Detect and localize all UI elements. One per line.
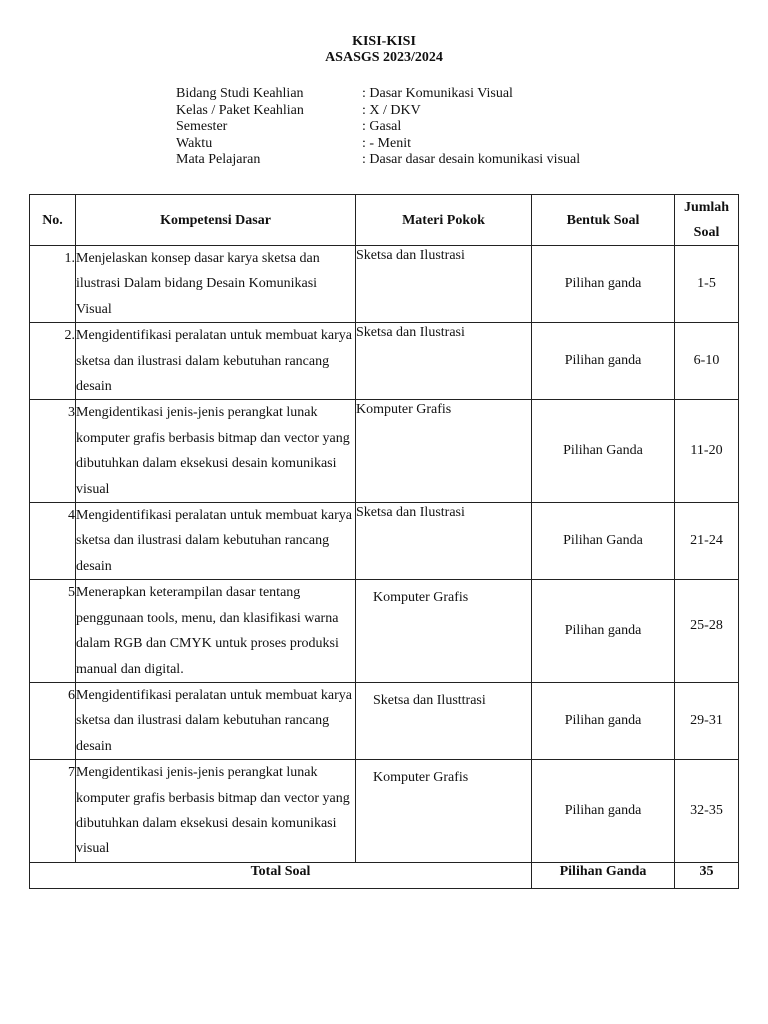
cell-jumlah: 25-28 — [675, 580, 739, 683]
meta-value: : Dasar dasar desain komunikasi visual — [362, 152, 581, 167]
meta-value: : Gasal — [362, 119, 402, 134]
cell-jumlah: 6-10 — [675, 323, 739, 400]
cell-bentuk: Pilihan ganda — [532, 246, 675, 323]
cell-no: 1. — [30, 246, 76, 323]
cell-kompetensi: Menjelaskan konsep dasar karya sketsa dan ilustrasi Dalam bidang Desain Komunikasi Visual — [76, 246, 356, 323]
cell-bentuk: Pilihan ganda — [532, 323, 675, 400]
cell-bentuk: Pilihan ganda — [532, 580, 675, 683]
cell-materi: Sketsa dan Ilusttrasi — [356, 682, 532, 759]
table-row — [30, 323, 739, 400]
cell-materi: Sketsa dan Ilustrasi — [356, 503, 532, 580]
cell-materi: Sketsa dan Ilustrasi — [356, 323, 532, 400]
header-bentuk: Bentuk Soal — [532, 195, 675, 246]
cell-bentuk: Pilihan Ganda — [532, 400, 675, 503]
kisi-kisi-table — [29, 194, 739, 889]
cell-materi: Sketsa dan Ilustrasi — [356, 246, 532, 323]
document-header — [0, 34, 768, 66]
meta-value: : - Menit — [362, 135, 411, 151]
table-row — [30, 580, 739, 683]
cell-kompetensi: Mengidentikasi jenis-jenis perangkat lunak komputer grafis berbasis bitmap dan vector yang dibutuhkan dalam eksekusi desain komunikasi visual — [76, 400, 356, 503]
meta-row — [176, 119, 580, 136]
meta-row — [176, 103, 580, 120]
meta-row — [176, 86, 580, 103]
header-jumlah-line1: Jumlah — [683, 200, 730, 215]
meta-label: Semester — [176, 119, 228, 134]
cell-jumlah: 21-24 — [675, 503, 739, 580]
meta-label: Kelas / Paket Keahlian — [176, 102, 304, 118]
total-label: Total Soal — [30, 862, 532, 888]
meta-row — [176, 136, 580, 153]
cell-kompetensi: Mengidentikasi jenis-jenis perangkat lunak komputer grafis berbasis bitmap dan vector yang dibutuhkan dalam eksekusi desain komunikasi visual — [76, 760, 356, 863]
cell-kompetensi: Mengidentifikasi peralatan untuk membuat karya sketsa dan ilustrasi dalam kebutuhan rancang desain — [76, 682, 356, 759]
cell-no: 6 — [30, 682, 76, 759]
cell-no: 2. — [30, 323, 76, 400]
meta-value: : Dasar Komunikasi Visual — [362, 86, 513, 101]
cell-materi: Komputer Grafis — [356, 400, 532, 503]
header-no: No. — [30, 195, 76, 246]
header-jumlah-line2: Soal — [693, 225, 720, 240]
meta-row — [176, 152, 580, 169]
cell-kompetensi: Mengidentifikasi peralatan untuk membuat karya sketsa dan ilustrasi dalam kebutuhan rancang desain — [76, 323, 356, 400]
cell-jumlah: 1-5 — [675, 246, 739, 323]
document-title: KISI-KISI — [352, 34, 416, 49]
meta-info — [176, 86, 580, 169]
meta-label: Waktu — [176, 135, 213, 151]
cell-jumlah: 11-20 — [675, 400, 739, 503]
meta-label: Bidang Studi Keahlian — [176, 86, 304, 101]
cell-bentuk: Pilihan ganda — [532, 682, 675, 759]
cell-bentuk: Pilihan ganda — [532, 760, 675, 863]
cell-no: 5 — [30, 580, 76, 683]
table-header-row — [30, 195, 739, 246]
table-row — [30, 246, 739, 323]
header-kompetensi: Kompetensi Dasar — [76, 195, 356, 246]
cell-no: 3 — [30, 400, 76, 503]
meta-label: Mata Pelajaran — [176, 152, 261, 167]
table-row — [30, 400, 739, 503]
header-materi: Materi Pokok — [356, 195, 532, 246]
table-row — [30, 682, 739, 759]
cell-no: 4 — [30, 503, 76, 580]
cell-jumlah: 32-35 — [675, 760, 739, 863]
cell-kompetensi: Mengidentifikasi peralatan untuk membuat karya sketsa dan ilustrasi dalam kebutuhan rancang desain — [76, 503, 356, 580]
total-jumlah: 35 — [675, 862, 739, 888]
header-jumlah — [675, 195, 739, 246]
cell-materi: Komputer Grafis — [356, 760, 532, 863]
meta-value: : X / DKV — [362, 102, 421, 118]
document-subtitle: ASASGS 2023/2024 — [325, 50, 443, 65]
cell-jumlah: 29-31 — [675, 682, 739, 759]
table-row — [30, 760, 739, 863]
cell-bentuk: Pilihan Ganda — [532, 503, 675, 580]
cell-no: 7 — [30, 760, 76, 863]
total-row — [30, 862, 739, 888]
total-bentuk: Pilihan Ganda — [532, 862, 675, 888]
cell-materi: Komputer Grafis — [356, 580, 532, 683]
cell-kompetensi: Menerapkan keterampilan dasar tentang penggunaan tools, menu, dan klasifikasi warna dalam RGB dan CMYK untuk proses produksi manual dan digital. — [76, 580, 356, 683]
table-row — [30, 503, 739, 580]
